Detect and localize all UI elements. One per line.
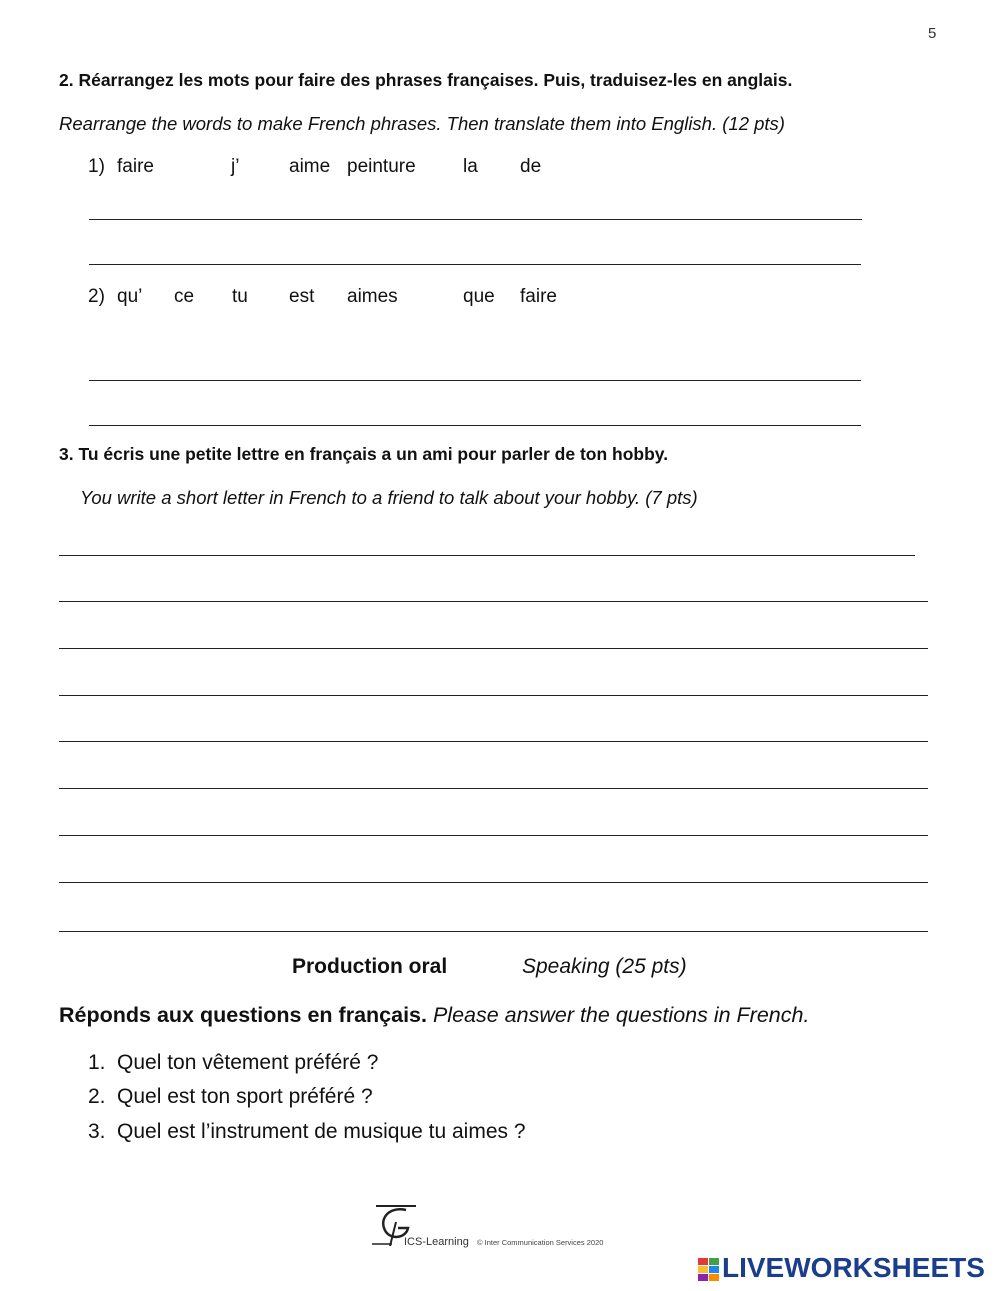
oral-title: Production oral [292,955,448,978]
item1-number: 1) [88,156,105,177]
letter-line[interactable] [59,648,928,649]
word-tile: faire [520,286,557,307]
oral-instruction-fr: Réponds aux questions en français. [59,1003,427,1027]
word-tile: peinture [347,156,416,177]
word-tile: la [463,156,478,177]
letter-line[interactable] [59,601,928,602]
question-text: Quel est ton sport préféré ? [117,1085,373,1108]
word-tile: est [289,286,315,307]
word-tile: que [463,286,495,307]
oral-subtitle: Speaking (25 pts) [522,955,687,978]
section2-heading: 2. Réarrangez les mots pour faire des phrases françaises. Puis, traduisez-les en anglais. [59,70,793,90]
ics-logo-text: ICS-Learning [404,1236,469,1248]
word-tile: faire [117,156,154,177]
liveworksheets-brand[interactable]: LIVEWORKSHEETS [722,1252,985,1283]
question-number: 1. [88,1051,106,1074]
oral-instruction-en: Please answer the questions in French. [432,1003,810,1027]
letter-line[interactable] [59,835,928,836]
word-tile: de [520,156,542,177]
page-number: 5 [928,25,937,42]
word-tile: qu’ [117,286,143,307]
letter-line[interactable] [59,931,928,932]
question-text: Quel ton vêtement préféré ? [117,1051,379,1074]
letter-line[interactable] [59,741,928,742]
letter-line[interactable] [59,788,928,789]
section2-instruction: Rearrange the words to make French phrases. Then translate them into English. (12 pts) [59,113,785,134]
answer-line-1a[interactable] [89,219,862,220]
item2-number: 2) [88,286,105,307]
letter-line[interactable] [59,695,928,696]
word-tile: ce [174,286,195,307]
letter-line[interactable] [59,555,915,556]
question-number: 2. [88,1085,106,1108]
liveworksheets-logo-icon [698,1258,720,1282]
copyright-text: © Inter Communication Services 2020 [477,1238,604,1247]
word-tile: aimes [347,286,398,307]
section3-instruction: You write a short letter in French to a friend to talk about your hobby. (7 pts) [80,487,698,508]
answer-line-2a[interactable] [89,380,861,381]
oral-instruction [59,1003,809,1028]
word-tile: aime [289,156,331,177]
letter-line[interactable] [59,882,928,883]
question-number: 3. [88,1120,106,1143]
word-tile: j’ [231,156,240,177]
section3-heading: 3. Tu écris une petite lettre en français a un ami pour parler de ton hobby. [59,444,669,464]
answer-line-1b[interactable] [89,264,861,265]
question-text: Quel est l’instrument de musique tu aimes ? [117,1120,526,1143]
answer-line-2b[interactable] [89,425,861,426]
word-tile: tu [232,286,248,307]
